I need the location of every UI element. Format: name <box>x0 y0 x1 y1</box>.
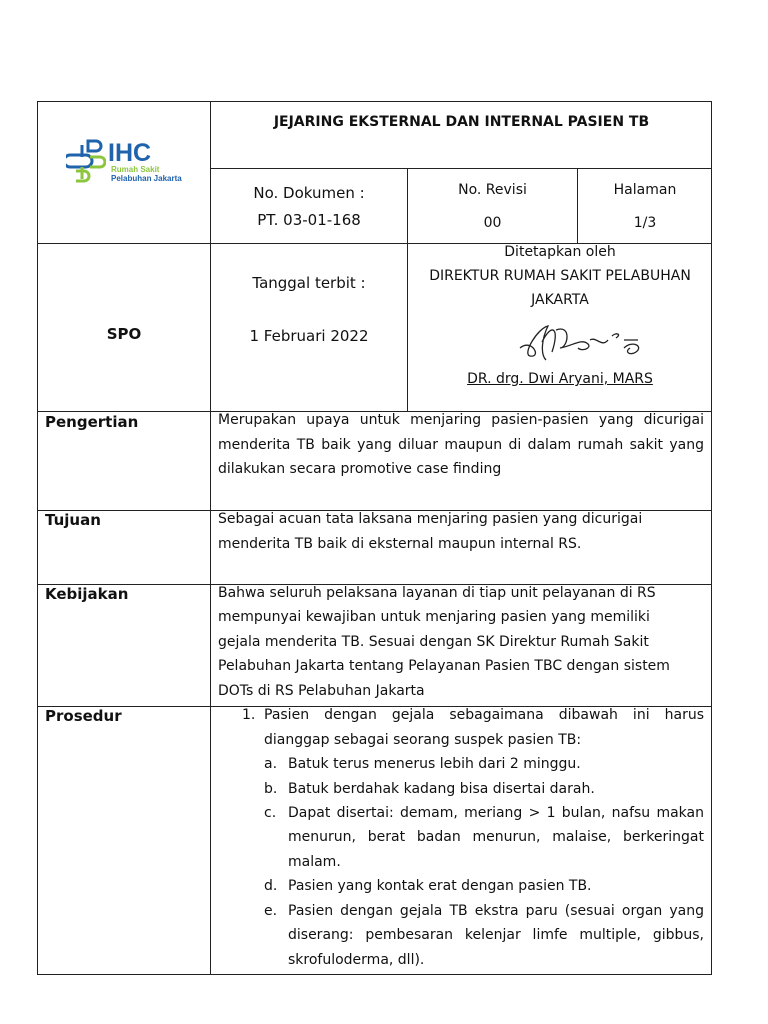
list-number: 1. <box>242 707 256 723</box>
list-mark: e. <box>264 903 278 919</box>
signature-icon <box>512 318 662 368</box>
procedure-line: malam. <box>288 854 341 870</box>
tujuan-line: menderita TB baik di eksternal maupun internal RS. <box>218 536 582 552</box>
procedure-line: menurun, berat badan menurun, malaise, berkeringat <box>288 829 704 845</box>
section-label-pengertian: Pengertian <box>45 413 139 431</box>
issued-label: Tanggal terbit : <box>252 274 366 292</box>
kebijakan-line: mempunyai kewajiban untuk menjaring pasien yang memiliki <box>218 609 650 625</box>
spo-label: SPO <box>106 325 142 343</box>
procedure-line: Pasien yang kontak erat dengan pasien TB. <box>288 878 592 894</box>
page-label: Halaman <box>613 182 677 198</box>
pengertian-line: Merupakan upaya untuk menjaring pasien-pasien yang dicurigai <box>218 412 704 428</box>
list-mark: a. <box>264 756 278 772</box>
signer-name: DR. drg. Dwi Aryani, MARS <box>467 371 653 387</box>
tujuan-line: Sebagai acuan tata laksana menjaring pasien yang dicurigai <box>218 511 643 527</box>
grid-line <box>210 510 211 975</box>
document-title: JEJARING EKSTERNAL DAN INTERNAL PASIEN TB <box>273 114 650 130</box>
logo-subtitle: Rumah Sakit <box>111 165 160 174</box>
procedure-line: Pasien dengan gejala TB ekstra paru (sesuai organ yang <box>288 903 704 919</box>
cross-logo-icon <box>66 137 106 183</box>
section-label-prosedur: Prosedur <box>45 707 122 725</box>
logo-text: IHC <box>108 139 152 167</box>
kebijakan-line: DOTs di RS Pelabuhan Jakarta <box>218 683 425 699</box>
procedure-line: Batuk terus menerus lebih dari 2 minggu. <box>288 756 581 772</box>
kebijakan-line: gejala menderita TB. Sesuai dengan SK Direktur Rumah Sakit <box>218 634 649 650</box>
procedure-line: Pasien dengan gejala sebagaimana dibawah ini harus <box>264 707 704 723</box>
page-value: 1/3 <box>633 215 657 231</box>
revision-value: 00 <box>483 215 502 231</box>
procedure-line: diserang: pembesaran kelenjar limfe multiple, gibbus, <box>288 927 704 943</box>
procedure-line: Batuk berdahak kadang bisa disertai darah. <box>288 781 595 797</box>
kebijakan-line: Bahwa seluruh pelaksana layanan di tiap unit pelayanan di RS <box>218 585 656 601</box>
approval-line: JAKARTA <box>531 292 589 308</box>
revision-label: No. Revisi <box>458 182 527 198</box>
pengertian-line: dilakukan secara promotive case finding <box>218 461 502 477</box>
list-mark: d. <box>264 878 278 894</box>
logo-subtitle: Pelabuhan Jakarta <box>111 174 182 183</box>
list-mark: b. <box>264 781 278 797</box>
procedure-line: skrofuloderma, dll). <box>288 952 425 968</box>
hospital-logo <box>66 137 196 185</box>
approval-line: DIREKTUR RUMAH SAKIT PELABUHAN <box>429 268 691 284</box>
doc-number-label: No. Dokumen : <box>253 184 365 202</box>
grid-line <box>210 101 211 510</box>
kebijakan-line: Pelabuhan Jakarta tentang Pelayanan Pasien TBC dengan sistem <box>218 658 670 674</box>
issued-date: 1 Februari 2022 <box>249 327 369 345</box>
pengertian-line: menderita TB baik yang diluar maupun di dalam rumah sakit yang <box>218 437 704 453</box>
section-label-tujuan: Tujuan <box>45 511 101 529</box>
grid-line <box>210 168 712 169</box>
section-label-kebijakan: Kebijakan <box>45 585 129 603</box>
list-mark: c. <box>264 805 277 821</box>
procedure-line: Dapat disertai: demam, meriang > 1 bulan, nafsu makan <box>288 805 704 821</box>
approval-line: Ditetapkan oleh <box>504 244 616 260</box>
procedure-line: dianggap sebagai seorang suspek pasien TB: <box>264 732 582 748</box>
doc-number: PT. 03-01-168 <box>257 211 361 229</box>
